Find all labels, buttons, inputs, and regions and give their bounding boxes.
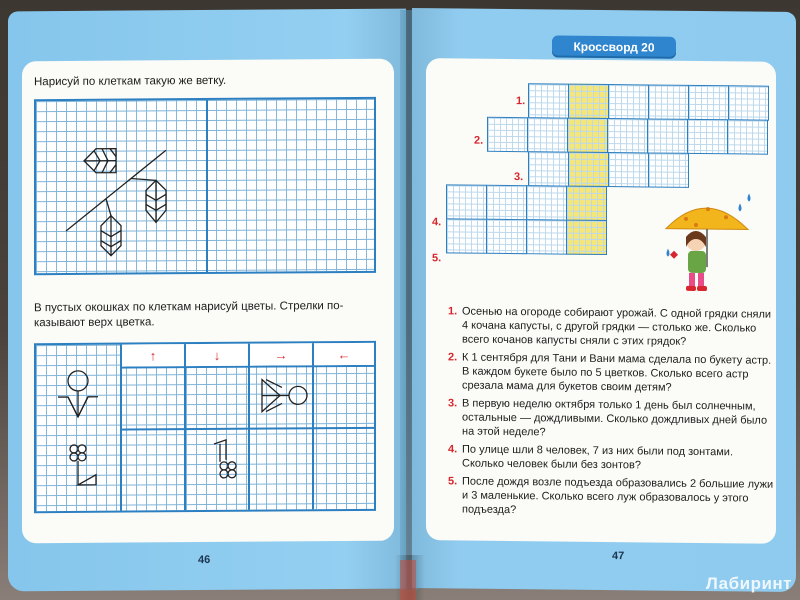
row-number-5: 5. [432, 252, 442, 265]
question-text: По улице шли 8 человек, 7 из них были под зонтами. Сколько человек были без зонтов? [462, 443, 734, 472]
branch-grid[interactable] [34, 97, 376, 275]
task-draw-flowers-line1: В пустых окошках по клеткам нарисуй цветы. Стрелки по- [34, 300, 344, 315]
question-text: После дождя возле подъезда образовались 2 большие лужи и 3 маленькие. Сколько всего луж образовалось у этого подъезда? [462, 475, 774, 517]
arrow-right-icon: → [250, 343, 312, 365]
flowers-grid[interactable] [34, 341, 376, 513]
crossword-row-1[interactable] [528, 83, 768, 121]
question-number: 5. [448, 475, 458, 488]
page-number-left: 46 [198, 553, 211, 567]
question-number: 2. [448, 351, 458, 364]
row-number-3: 3. [514, 171, 524, 184]
question-number: 1. [448, 305, 458, 318]
row-number-4: 4. [432, 216, 442, 229]
left-content-card [22, 59, 394, 567]
left-page [8, 9, 406, 592]
crossword-row-3[interactable] [528, 151, 688, 188]
crossword-title: Кроссворд 20 [552, 35, 676, 58]
task-draw-branch: Нарисуй по клеткам такую же ветку. [34, 74, 227, 89]
branch-drawing [36, 100, 204, 273]
crossword-row-2[interactable] [487, 117, 767, 155]
question-4 [448, 442, 778, 473]
question-5 [448, 474, 778, 519]
arrow-up-icon: ↑ [122, 344, 184, 366]
question-number: 4. [448, 443, 458, 456]
right-page [412, 8, 796, 592]
book-cover-edge [400, 560, 416, 600]
question-text: Осенью на огороде собирают урожай. С одной грядки сняли 4 кочана капусты, с другой грядки — столько же. Сколько всего кочанов капусты сняли с этих грядок? [462, 305, 772, 348]
row-number-2: 2. [474, 134, 484, 147]
task-draw-flowers-line2: казывают верх цветка. [34, 316, 155, 330]
question-1 [448, 304, 778, 349]
page-number-right: 47 [612, 550, 625, 563]
flower-drawings [36, 343, 374, 511]
question-text: К 1 сентября для Тани и Вани мама сделала по букету астр. В каждом букете было по 5 цветков. Сколько всего астр срезала мама для букетов своим детям? [462, 351, 772, 394]
question-3 [448, 396, 778, 441]
question-2 [448, 350, 778, 395]
row-number-1: 1. [516, 95, 526, 108]
crossword-row-4[interactable] [446, 184, 606, 221]
grid-divider [206, 100, 208, 272]
arrow-down-icon: ↓ [186, 344, 248, 366]
arrow-left-icon: ← [314, 343, 374, 365]
watermark-logo: Лабиринт [705, 574, 792, 593]
question-text: В первую неделю октября только 1 день был солнечным, остальные — дождливыми. Сколько дождливых дней было на этой неделе? [462, 397, 768, 439]
question-number: 3. [448, 397, 458, 410]
crossword-row-5[interactable] [446, 218, 606, 255]
girl-with-umbrella-illustration [656, 189, 756, 300]
right-content-card [426, 39, 776, 563]
